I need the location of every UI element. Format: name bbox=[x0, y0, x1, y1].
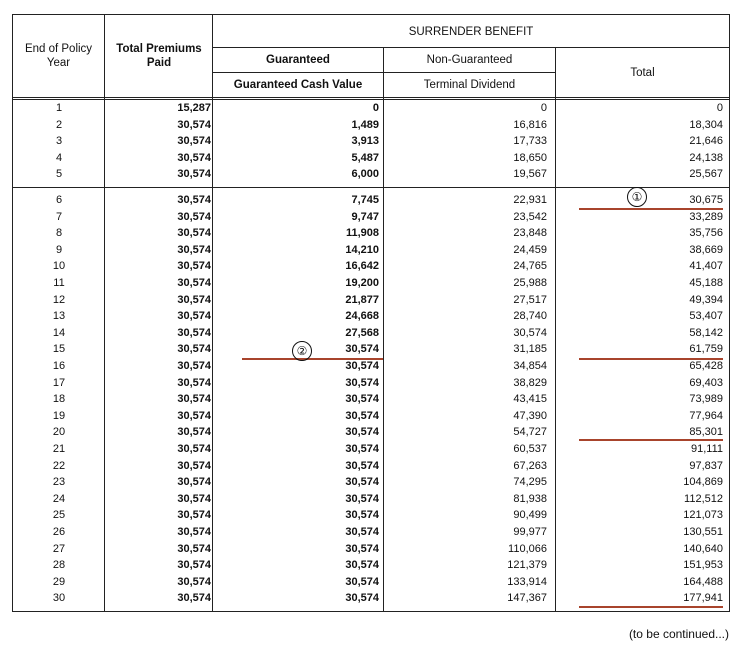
guaranteed-cash-value-cell: 21,877 bbox=[345, 293, 379, 306]
table-row bbox=[13, 209, 729, 226]
total-cell: 121,073 bbox=[683, 509, 723, 522]
year-cell: 7 bbox=[55, 210, 63, 223]
year-cell: 6 bbox=[55, 194, 63, 206]
surrender-benefit-table bbox=[12, 14, 730, 612]
terminal-dividend-cell: 60,537 bbox=[513, 443, 547, 455]
total-cell: 0 bbox=[716, 102, 723, 114]
table-row bbox=[13, 242, 729, 259]
premium-cell: 30,574 bbox=[177, 293, 211, 306]
premium-cell: 30,574 bbox=[177, 476, 211, 489]
header-total: Total bbox=[630, 67, 655, 79]
table-row bbox=[13, 474, 729, 491]
year-cell: 27 bbox=[52, 542, 66, 555]
terminal-dividend-cell: 27,517 bbox=[513, 293, 547, 306]
terminal-dividend-cell: 25,988 bbox=[513, 277, 547, 289]
table-row bbox=[13, 541, 729, 558]
table-row bbox=[13, 341, 729, 358]
total-cell: 35,756 bbox=[689, 227, 723, 240]
premium-cell: 30,574 bbox=[177, 135, 211, 148]
premium-cell: 30,574 bbox=[177, 575, 211, 588]
total-cell: 53,407 bbox=[689, 310, 723, 323]
year-cell: 30 bbox=[52, 592, 66, 605]
terminal-dividend-cell: 81,938 bbox=[513, 492, 547, 505]
terminal-dividend-cell: 67,263 bbox=[513, 459, 547, 472]
terminal-dividend-cell: 18,650 bbox=[513, 151, 547, 164]
premium-cell: 30,574 bbox=[177, 260, 211, 273]
total-cell: 130,551 bbox=[683, 526, 723, 538]
premium-cell: 30,574 bbox=[177, 426, 211, 439]
total-cell: 77,964 bbox=[689, 409, 723, 422]
header-end-of-policy-year: End of Policy Year bbox=[24, 43, 93, 69]
annotation-underline bbox=[579, 439, 723, 441]
guaranteed-cash-value-cell: 30,574 bbox=[345, 592, 379, 605]
table-row bbox=[13, 100, 729, 117]
premium-cell: 30,574 bbox=[177, 168, 211, 181]
total-cell: 38,669 bbox=[689, 243, 723, 256]
terminal-dividend-cell: 47,390 bbox=[513, 409, 547, 422]
total-cell: 112,512 bbox=[684, 492, 723, 505]
header-divider bbox=[212, 47, 729, 48]
year-cell: 13 bbox=[52, 310, 66, 323]
year-cell: 19 bbox=[52, 409, 66, 422]
terminal-dividend-cell: 0 bbox=[540, 102, 547, 114]
annotation-underline bbox=[579, 606, 723, 608]
guaranteed-cash-value-cell: 30,574 bbox=[345, 376, 379, 389]
terminal-dividend-cell: 23,542 bbox=[513, 210, 547, 223]
annotation-underline bbox=[579, 358, 723, 360]
table-row bbox=[13, 441, 729, 458]
premium-cell: 30,574 bbox=[177, 227, 211, 240]
table-row bbox=[13, 292, 729, 309]
guaranteed-cash-value-cell: 30,574 bbox=[345, 426, 379, 439]
premium-cell: 30,574 bbox=[177, 360, 211, 372]
guaranteed-cash-value-cell: 30,574 bbox=[345, 343, 379, 356]
total-cell: 18,304 bbox=[689, 118, 723, 131]
total-cell: 58,142 bbox=[689, 326, 723, 339]
total-cell: 91,111 bbox=[690, 443, 723, 455]
terminal-dividend-cell: 147,367 bbox=[507, 592, 547, 605]
premium-cell: 30,574 bbox=[177, 492, 211, 505]
table-row bbox=[13, 258, 729, 275]
header-guaranteed-cash-value: Guaranteed Cash Value bbox=[233, 79, 363, 91]
year-cell: 26 bbox=[52, 526, 66, 538]
terminal-dividend-cell: 133,914 bbox=[507, 575, 547, 588]
guaranteed-cash-value-cell: 24,668 bbox=[345, 310, 379, 323]
table-row bbox=[13, 458, 729, 475]
guaranteed-cash-value-cell: 14,210 bbox=[345, 243, 379, 256]
total-cell: 45,188 bbox=[689, 277, 723, 289]
table-row bbox=[13, 133, 729, 150]
premium-cell: 30,574 bbox=[177, 509, 211, 522]
table-row bbox=[13, 275, 729, 292]
premium-cell: 30,574 bbox=[177, 194, 211, 206]
table-row bbox=[13, 117, 729, 134]
header-terminal-dividend: Terminal Dividend bbox=[423, 79, 516, 91]
total-cell: 69,403 bbox=[689, 376, 723, 389]
year-cell: 3 bbox=[55, 135, 63, 148]
premium-cell: 30,574 bbox=[177, 592, 211, 605]
table-row bbox=[13, 150, 729, 167]
guaranteed-cash-value-cell: 3,913 bbox=[351, 135, 379, 148]
total-cell: 30,675 bbox=[689, 194, 723, 206]
premium-cell: 30,574 bbox=[177, 343, 211, 356]
terminal-dividend-cell: 31,185 bbox=[513, 343, 547, 356]
table-row bbox=[13, 590, 729, 607]
total-cell: 41,407 bbox=[689, 260, 723, 273]
premium-cell: 30,574 bbox=[177, 376, 211, 389]
premium-cell: 30,574 bbox=[177, 393, 211, 406]
marker-2: ② bbox=[292, 341, 312, 361]
terminal-dividend-cell: 16,816 bbox=[513, 118, 547, 131]
terminal-dividend-cell: 90,499 bbox=[513, 509, 547, 522]
premium-cell: 30,574 bbox=[177, 559, 211, 572]
guaranteed-cash-value-cell: 30,574 bbox=[345, 575, 379, 588]
terminal-dividend-cell: 23,848 bbox=[513, 227, 547, 240]
total-cell: 49,394 bbox=[689, 293, 723, 306]
terminal-dividend-cell: 19,567 bbox=[513, 168, 547, 181]
table-row bbox=[13, 325, 729, 342]
total-cell: 177,941 bbox=[683, 592, 723, 605]
guaranteed-cash-value-cell: 30,574 bbox=[345, 509, 379, 522]
marker-1: ① bbox=[627, 187, 647, 207]
total-cell: 33,289 bbox=[689, 210, 723, 223]
header-non-guaranteed: Non-Guaranteed bbox=[426, 54, 513, 66]
header-guaranteed: Guaranteed bbox=[266, 54, 330, 66]
guaranteed-cash-value-cell: 16,642 bbox=[345, 260, 379, 273]
year-cell: 8 bbox=[55, 227, 63, 240]
premium-cell: 30,574 bbox=[177, 326, 211, 339]
header-divider bbox=[212, 72, 555, 73]
terminal-dividend-cell: 38,829 bbox=[513, 376, 547, 389]
year-cell: 20 bbox=[52, 426, 66, 439]
guaranteed-cash-value-cell: 30,574 bbox=[345, 476, 379, 489]
table-row bbox=[13, 225, 729, 242]
guaranteed-cash-value-cell: 7,745 bbox=[351, 194, 379, 206]
premium-cell: 30,574 bbox=[177, 277, 211, 289]
header-surrender-benefit: SURRENDER BENEFIT bbox=[408, 26, 534, 38]
total-cell: 140,640 bbox=[683, 542, 723, 555]
year-cell: 5 bbox=[55, 168, 63, 181]
year-cell: 28 bbox=[52, 559, 66, 572]
guaranteed-cash-value-cell: 30,574 bbox=[345, 393, 379, 406]
table-row bbox=[13, 391, 729, 408]
guaranteed-cash-value-cell: 30,574 bbox=[345, 542, 379, 555]
year-cell: 9 bbox=[55, 243, 63, 256]
guaranteed-cash-value-cell: 30,574 bbox=[345, 459, 379, 472]
year-cell: 24 bbox=[52, 492, 66, 505]
total-cell: 21,646 bbox=[689, 135, 723, 148]
terminal-dividend-cell: 22,931 bbox=[513, 194, 547, 206]
terminal-dividend-cell: 74,295 bbox=[513, 476, 547, 489]
premium-cell: 30,574 bbox=[177, 243, 211, 256]
premium-cell: 30,574 bbox=[177, 151, 211, 164]
year-cell: 16 bbox=[52, 360, 66, 372]
guaranteed-cash-value-cell: 30,574 bbox=[345, 492, 379, 505]
total-cell: 97,837 bbox=[689, 459, 723, 472]
total-cell: 24,138 bbox=[689, 151, 723, 164]
guaranteed-cash-value-cell: 1,489 bbox=[351, 118, 379, 131]
premium-cell: 30,574 bbox=[177, 459, 211, 472]
guaranteed-cash-value-cell: 0 bbox=[372, 102, 379, 114]
guaranteed-cash-value-cell: 30,574 bbox=[345, 409, 379, 422]
guaranteed-cash-value-cell: 11,908 bbox=[345, 227, 379, 240]
year-cell: 11 bbox=[53, 277, 65, 289]
guaranteed-cash-value-cell: 5,487 bbox=[351, 151, 379, 164]
guaranteed-cash-value-cell: 6,000 bbox=[351, 168, 379, 181]
year-cell: 21 bbox=[52, 443, 66, 455]
terminal-dividend-cell: 30,574 bbox=[513, 326, 547, 339]
table-row bbox=[13, 166, 729, 183]
guaranteed-cash-value-cell: 30,574 bbox=[345, 443, 379, 455]
year-cell: 4 bbox=[55, 151, 63, 164]
table-row bbox=[13, 375, 729, 392]
terminal-dividend-cell: 17,733 bbox=[513, 135, 547, 148]
terminal-dividend-cell: 34,854 bbox=[513, 360, 547, 372]
guaranteed-cash-value-cell: 30,574 bbox=[345, 526, 379, 538]
table-row bbox=[13, 308, 729, 325]
premium-cell: 30,574 bbox=[177, 118, 211, 131]
terminal-dividend-cell: 54,727 bbox=[513, 426, 547, 439]
year-cell: 22 bbox=[52, 459, 66, 472]
terminal-dividend-cell: 28,740 bbox=[513, 310, 547, 323]
annotation-underline-2 bbox=[242, 358, 383, 360]
total-cell: 25,567 bbox=[689, 168, 723, 181]
terminal-dividend-cell: 24,459 bbox=[513, 243, 547, 256]
table-row bbox=[13, 358, 729, 375]
table-row bbox=[13, 524, 729, 541]
total-cell: 61,759 bbox=[689, 343, 723, 356]
guaranteed-cash-value-cell: 30,574 bbox=[345, 360, 379, 372]
premium-cell: 15,287 bbox=[177, 102, 211, 114]
year-cell: 23 bbox=[52, 476, 66, 489]
annotation-underline-1 bbox=[579, 208, 723, 210]
group-divider bbox=[13, 187, 729, 188]
year-cell: 10 bbox=[52, 260, 66, 273]
premium-cell: 30,574 bbox=[177, 310, 211, 323]
total-cell: 85,301 bbox=[689, 426, 723, 439]
total-cell: 151,953 bbox=[683, 559, 723, 572]
year-cell: 17 bbox=[52, 376, 66, 389]
table-row bbox=[13, 507, 729, 524]
year-cell: 29 bbox=[52, 575, 66, 588]
year-cell: 14 bbox=[52, 326, 66, 339]
premium-cell: 30,574 bbox=[177, 526, 211, 538]
header-total-premiums-paid: Total Premiums Paid bbox=[116, 43, 202, 69]
terminal-dividend-cell: 24,765 bbox=[513, 260, 547, 273]
terminal-dividend-cell: 99,977 bbox=[513, 526, 547, 538]
total-cell: 104,869 bbox=[683, 476, 723, 489]
total-cell: 65,428 bbox=[689, 360, 723, 372]
terminal-dividend-cell: 110,066 bbox=[508, 542, 547, 555]
total-cell: 73,989 bbox=[689, 393, 723, 406]
table-row bbox=[13, 192, 729, 209]
table-row bbox=[13, 557, 729, 574]
table-row bbox=[13, 408, 729, 425]
premium-cell: 30,574 bbox=[177, 409, 211, 422]
guaranteed-cash-value-cell: 9,747 bbox=[351, 210, 379, 223]
continued-note: (to be continued...) bbox=[628, 627, 729, 641]
total-cell: 164,488 bbox=[683, 575, 723, 588]
table-row bbox=[13, 574, 729, 591]
terminal-dividend-cell: 121,379 bbox=[507, 559, 547, 572]
guaranteed-cash-value-cell: 27,568 bbox=[345, 326, 379, 339]
year-cell: 25 bbox=[52, 509, 66, 522]
terminal-dividend-cell: 43,415 bbox=[513, 393, 547, 406]
guaranteed-cash-value-cell: 19,200 bbox=[345, 277, 379, 289]
premium-cell: 30,574 bbox=[177, 542, 211, 555]
premium-cell: 30,574 bbox=[177, 443, 211, 455]
year-cell: 12 bbox=[52, 293, 66, 306]
year-cell: 18 bbox=[52, 393, 66, 406]
year-cell: 2 bbox=[55, 118, 63, 131]
guaranteed-cash-value-cell: 30,574 bbox=[345, 559, 379, 572]
year-cell: 15 bbox=[52, 343, 66, 356]
year-cell: 1 bbox=[55, 102, 63, 114]
table-row bbox=[13, 491, 729, 508]
premium-cell: 30,574 bbox=[177, 210, 211, 223]
